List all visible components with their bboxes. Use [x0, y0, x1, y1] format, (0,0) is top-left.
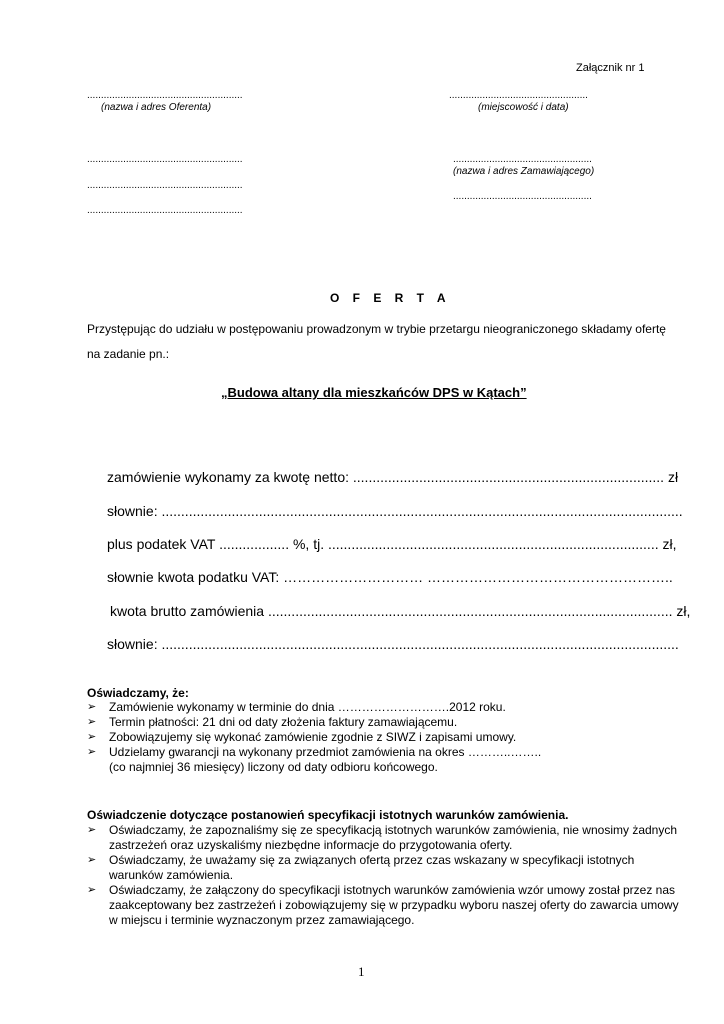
arrow-bullet-icon: ➢ [87, 884, 97, 896]
siwz-list [87, 823, 679, 928]
attachment-label: Załącznik nr 1 [576, 62, 645, 74]
vat-words-line: słownie kwota podatku VAT: ………………………… …………………………………………….. [107, 569, 673, 585]
siwz-heading: Oświadczenie dotyczące postanowień specyfikacji istotnych warunków zamówienia. [87, 808, 569, 822]
arrow-bullet-icon: ➢ [87, 746, 97, 758]
list-item: ➢ Zobowiązujemy się wykonać zamówienie zgodnie z SIWZ i zapisami umowy. [87, 730, 517, 744]
net-price-words-line: słownie: ...................................................................................................................................... [107, 503, 683, 519]
offeror-caption: (nazwa i adres Oferenta) [101, 102, 212, 113]
intro-line-1: Przystępując do udziału w postępowaniu prowadzonym w trybie przetargu nieograniczonego składamy ofertę [87, 322, 666, 336]
gross-price-words-line: słownie: ..................................................................................................................................... [107, 636, 679, 652]
contracting-authority-dots: .................................................. [453, 154, 592, 165]
arrow-bullet-icon: ➢ [87, 701, 97, 713]
arrow-bullet-icon: ➢ [87, 854, 97, 866]
contracting-authority-caption: (nazwa i adres Zamawiającego) [453, 166, 595, 177]
arrow-bullet-icon: ➢ [87, 716, 97, 728]
list-item: ➢ Oświadczamy, że zapoznaliśmy się ze specyfikacją istotnych warunków zamówienia, nie wnosimy żadnych zastrzeżeń oraz uzyskaliśmy niezbędne informacje do przygotowania oferty. [87, 823, 678, 852]
list-item: ➢ Termin płatności: 21 dni od daty złożenia faktury zamawiającemu. [87, 715, 458, 729]
document-title: O F E R T A [330, 291, 451, 305]
offeror-address-line-3: ........................................................ [87, 205, 243, 216]
intro-line-2: na zadanie pn.: [87, 347, 170, 361]
offeror-address-line-2: ........................................................ [87, 180, 243, 191]
contracting-authority-dots-2: .................................................. [453, 191, 592, 202]
list-item: ➢ Zamówienie wykonamy w terminie do dnia ……………………….2012 roku. [87, 700, 506, 714]
gross-price-line: kwota brutto zamówienia ........................................................................................................ zł, [110, 603, 691, 619]
offeror-address-line-1: ........................................................ [87, 154, 243, 165]
place-date-dots: .................................................. [449, 90, 588, 101]
arrow-bullet-icon: ➢ [87, 824, 97, 836]
offeror-dots: ........................................................ [87, 90, 243, 101]
warranty-note: (co najmniej 36 miesięcy) liczony od daty odbioru końcowego. [109, 760, 438, 774]
list-item: ➢ Oświadczamy, że załączony do specyfikacji istotnych warunków zamówienia wzór umowy został przez nas zaakceptowany bez zastrzeżeń i zobowiązujemy się w przypadku wyboru naszej oferty do zawarcia umowy w miejscu i terminie wyznaczonym przez zamawiającego. [87, 883, 679, 927]
vat-line: plus podatek VAT .................. %, tj. ..................................................................................... zł, [107, 536, 677, 552]
declarations-list [87, 700, 541, 775]
tender-subject: „Budowa altany dla mieszkańców DPS w Kątach” [221, 385, 527, 400]
place-date-caption: (miejscowość i data) [478, 102, 569, 113]
list-item: ➢ Oświadczamy, że uważamy się za związanych ofertą przez czas wskazany w specyfikacji istotnych warunków zamówienia. [87, 853, 635, 882]
list-item: ➢ Udzielamy gwarancji na wykonany przedmiot zamówienia na okres ………..…….. (co najmniej 36 miesięcy) liczony od daty odbioru końcowego. [87, 745, 542, 774]
net-price-line: zamówienie wykonamy za kwotę netto: ................................................................................ zł [107, 469, 679, 485]
declarations-heading: Oświadczamy, że: [87, 686, 189, 700]
arrow-bullet-icon: ➢ [87, 731, 97, 743]
page-number: 1 [358, 964, 365, 979]
